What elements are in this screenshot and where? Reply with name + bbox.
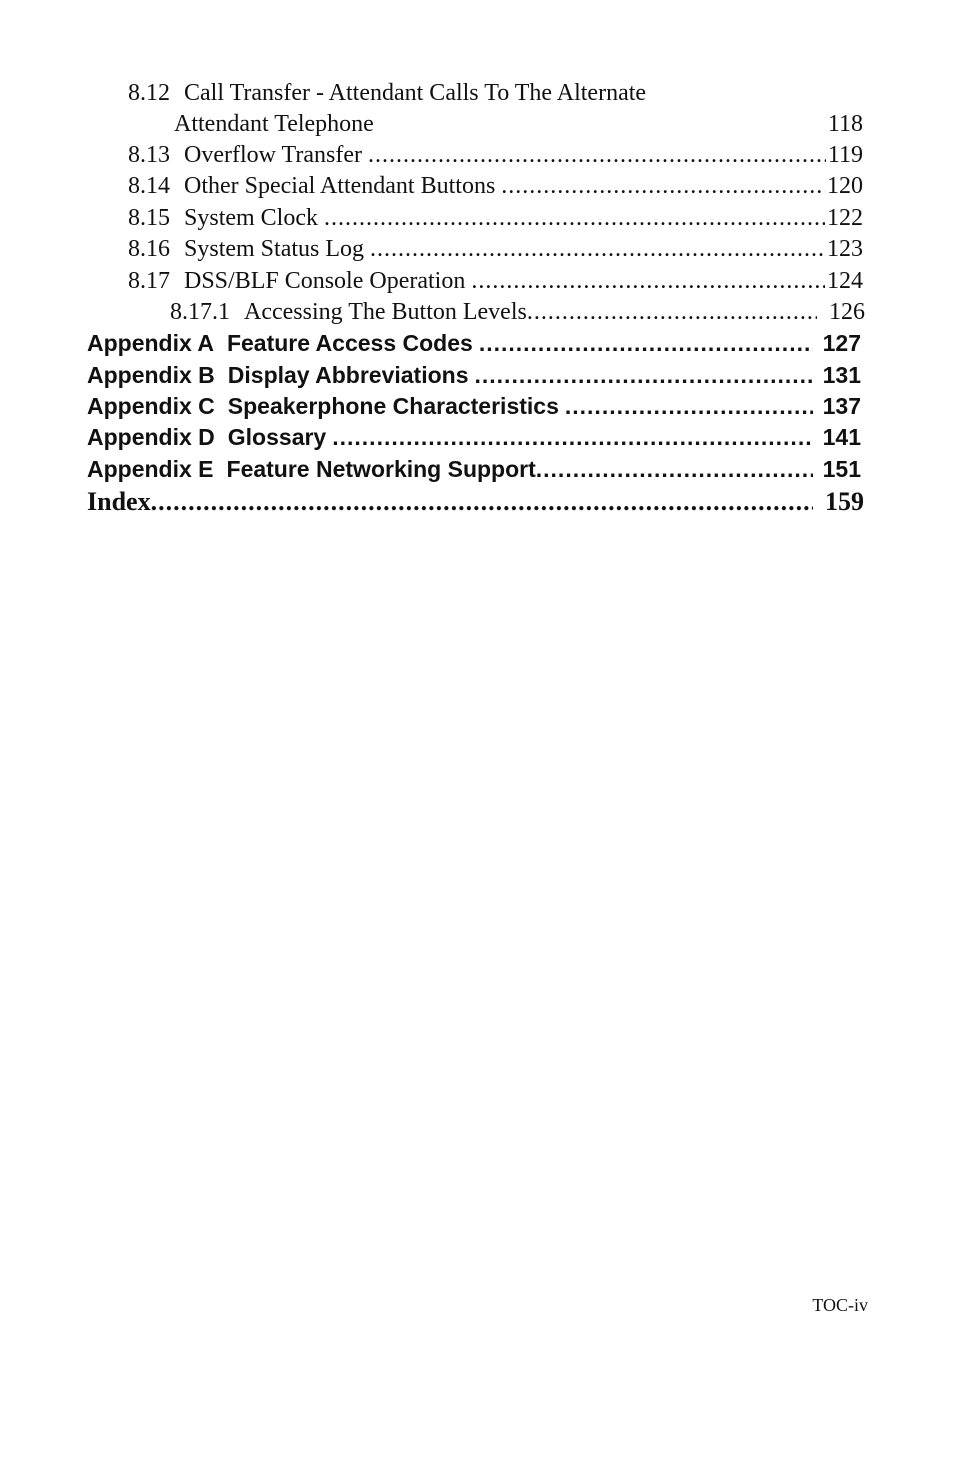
- toc-entry-appendix-d[interactable]: [87, 424, 861, 451]
- toc-entry-page: 120: [827, 173, 863, 199]
- toc-entry-page: 141: [822, 424, 861, 450]
- toc-entry-number: Appendix A: [87, 330, 214, 356]
- toc-entry-8-15[interactable]: [128, 205, 863, 232]
- toc-entry-number: 8.17: [128, 268, 170, 294]
- toc-entry-title: System Status Log: [184, 236, 365, 262]
- toc-entry-page: 137: [822, 393, 861, 419]
- toc-entry-page: 123: [827, 236, 863, 262]
- toc-dot-leader: [565, 393, 813, 420]
- toc-entry-index[interactable]: [87, 487, 864, 517]
- toc-entry-page: 118: [827, 111, 863, 137]
- toc-dot-leader: [368, 142, 826, 169]
- toc-entry-number: Appendix B: [87, 362, 215, 388]
- toc-entry-number: 8.17.1: [170, 299, 230, 325]
- toc-dot-leader: [479, 330, 813, 357]
- toc-entry-title: Accessing The Button Levels: [244, 299, 527, 325]
- toc-entry-8-13[interactable]: [128, 142, 863, 169]
- toc-dot-leader: [501, 173, 825, 200]
- toc-entry-8-12-continued[interactable]: [174, 111, 863, 138]
- toc-entry-8-16[interactable]: [128, 236, 863, 263]
- toc-entry-appendix-b[interactable]: [87, 362, 861, 389]
- toc-entry-title: System Clock: [184, 205, 319, 231]
- toc-entry-title: Feature Networking Support: [226, 456, 536, 482]
- toc-entry-title: Attendant Telephone: [174, 111, 374, 137]
- toc-dot-leader: [370, 236, 825, 263]
- toc-dot-leader: [527, 299, 817, 326]
- toc-entry-title: Call Transfer - Attendant Calls To The Alternate: [184, 80, 647, 106]
- toc-entry-8-17[interactable]: [128, 268, 863, 295]
- toc-dot-leader: [324, 205, 825, 232]
- toc-entry-page: 122: [827, 205, 863, 231]
- toc-entry-title: Overflow Transfer: [184, 142, 362, 168]
- toc-dot-leader: [471, 268, 825, 295]
- toc-entry-title: Other Special Attendant Buttons: [184, 173, 496, 199]
- toc-entry-page: 126: [829, 299, 865, 325]
- toc-entry-appendix-c[interactable]: [87, 393, 861, 420]
- toc-entry-title: DSS/BLF Console Operation: [184, 268, 466, 294]
- toc-entry-number: Appendix C: [87, 393, 215, 419]
- toc-dot-leader: [475, 362, 813, 389]
- toc-entry-title: Index: [87, 487, 151, 516]
- toc-dot-leader: [151, 487, 813, 517]
- toc-entry-title: Feature Access Codes: [226, 330, 473, 356]
- toc-entry-number: 8.16: [128, 236, 170, 262]
- toc-entry-8-12[interactable]: [128, 80, 868, 107]
- toc-entry-appendix-a[interactable]: [87, 330, 861, 357]
- toc-entry-number: Appendix D: [87, 424, 215, 450]
- toc-entry-title: Display Abbreviations: [227, 362, 469, 388]
- toc-entry-page: 127: [822, 330, 861, 356]
- toc-entry-number: 8.14: [128, 173, 170, 199]
- toc-entry-title: Glossary: [227, 424, 327, 450]
- toc-entry-number: 8.13: [128, 142, 170, 168]
- toc-entry-number: 8.15: [128, 205, 170, 231]
- toc-entry-number: Appendix E: [87, 456, 214, 482]
- toc-entry-page: 151: [822, 456, 861, 482]
- toc-entry-appendix-e[interactable]: [87, 456, 861, 483]
- toc-entry-page: 124: [827, 268, 863, 294]
- toc-entry-number: 8.12: [128, 80, 170, 106]
- toc-entry-8-14[interactable]: [128, 173, 863, 200]
- toc-entry-title: Speakerphone Characteristics: [227, 393, 559, 419]
- toc-dot-leader: [536, 456, 813, 483]
- toc-entry-8-17-1[interactable]: [170, 299, 865, 326]
- toc-dot-leader: [332, 424, 812, 451]
- toc-entry-page: 119: [827, 142, 863, 168]
- toc-entry-page: 159: [825, 487, 864, 516]
- toc-entry-page: 131: [822, 362, 861, 388]
- page-footer-label: TOC-iv: [812, 1295, 868, 1315]
